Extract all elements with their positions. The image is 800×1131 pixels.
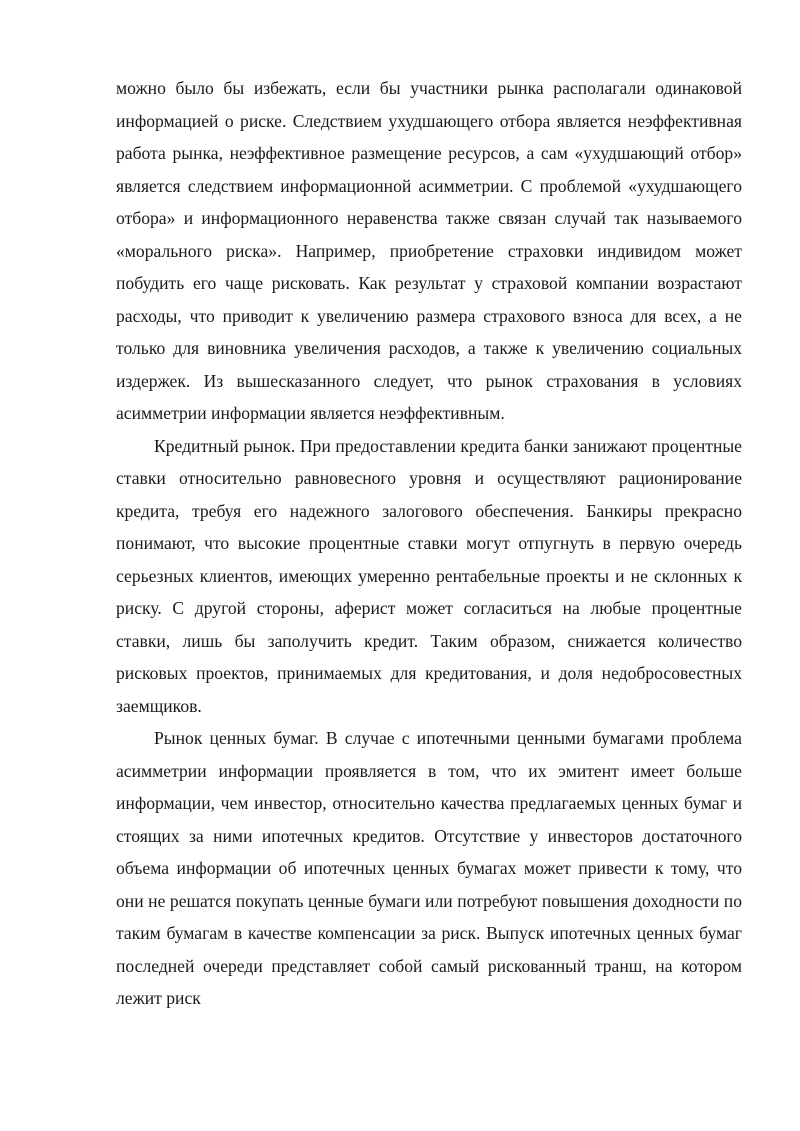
document-body xyxy=(116,72,742,1015)
paragraph-credit-market: Кредитный рынок. При предоставлении кредита банки занижают процентные ставки относительно равновесного уровня и осуществляют рационирование кредита, требуя его надежного залогового обеспечения. Банкиры прекрасно понимают, что высокие процентные ставки могут отпугнуть в первую очередь серьезных клиентов, имеющих умеренно рентабельные проекты и не склонных к риску. С другой стороны, аферист может согласиться на любые процентные ставки, лишь бы заполучить кредит. Таким образом, снижается количество рисковых проектов, принимаемых для кредитования, и доля недобросовестных заемщиков. xyxy=(116,435,742,716)
paragraph-securities-market: Рынок ценных бумаг. В случае с ипотечными ценными бумагами проблема асимметрии информации проявляется в том, что их эмитент имеет больше информации, чем инвестор, относительно качества предлагаемых ценных бумаг и стоящих за ними ипотечных кредитов. Отсутствие у инвесторов достаточного объема информации об ипотечных ценных бумагах может привести к тому, что они не решатся покупать ценные бумаги или потребуют повышения доходности по таким бумагам в качестве компенсации за риск. Выпуск ипотечных ценных бумаг последней очереди представляет собой самый рискованный транш, на котором лежит риск xyxy=(116,728,742,1008)
paragraph-1: можно было бы избежать, если бы участники рынка располагали одинаковой информацией о риске. Следствием ухудшающего отбора является неэффективная работа рынка, неэффективное размещение ресурсов, а сам «ухудшающий отбор» является следствием информационной асимметрии. С проблемой «ухудшающего отбора» и информационного неравенства также связан случай так называемого «морального риска». Например, приобретение страховки индивидом может побудить его чаще рисковать. Как результат у страховой компании возрастают расходы, что приводит к увеличению размера страхового взноса для всех, а не только для виновника увеличения расходов, а также к увеличению социальных издержек. Из вышесказанного следует, что рынок страхования в условиях асимметрии информации является неэффективным. xyxy=(116,78,742,423)
